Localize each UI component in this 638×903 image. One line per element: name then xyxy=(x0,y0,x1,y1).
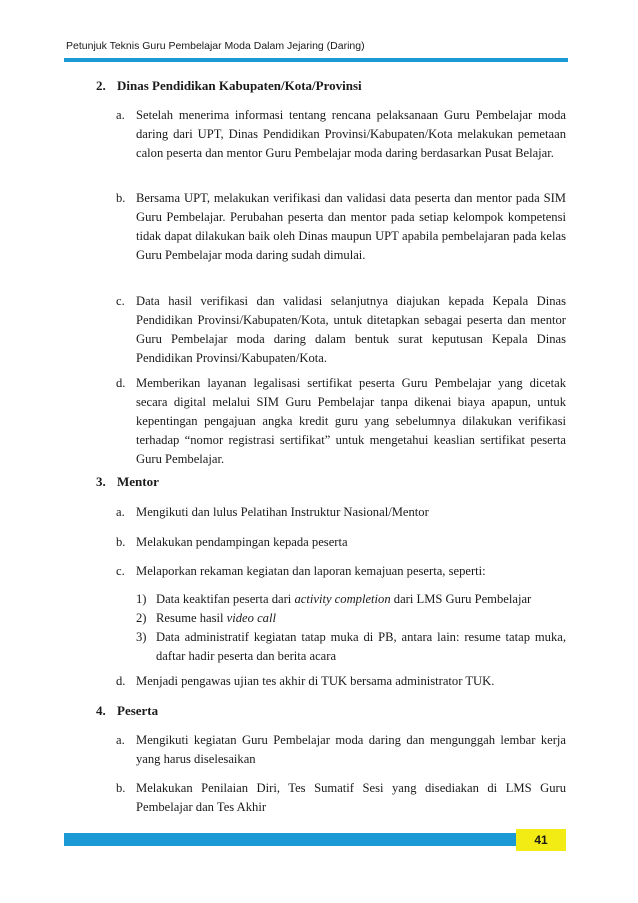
item-text: Setelah menerima informasi tentang rencana pelaksanaan Guru Pembelajar moda daring dari UPT, Dinas Pendidikan Provinsi/Kabupaten/Kota melakukan pemetaan calon peserta dan mentor Guru Pembelajar moda daring berdasarkan Pusat Belajar. xyxy=(136,108,566,160)
section-title: Mentor xyxy=(117,474,159,489)
list-item xyxy=(116,562,566,581)
footer-bar xyxy=(64,833,516,846)
item-marker: c. xyxy=(116,564,125,578)
item-text: Menjadi pengawas ujian tes akhir di TUK bersama administrator TUK. xyxy=(136,674,495,688)
item-marker: b. xyxy=(116,781,126,795)
item-text: Mengikuti kegiatan Guru Pembelajar moda daring dan mengunggah lembar kerja yang harus diselesaikan xyxy=(136,733,566,766)
header-divider xyxy=(64,58,568,62)
item-text: Melakukan Penilaian Diri, Tes Sumatif Sesi yang disediakan di LMS Guru Pembelajar dan Tes Akhir xyxy=(136,781,566,814)
list-item xyxy=(116,374,566,469)
list-item xyxy=(116,533,566,552)
subitem-marker: 1) xyxy=(136,592,147,606)
list-item xyxy=(116,292,566,368)
list-item xyxy=(116,672,566,691)
item-marker: b. xyxy=(116,535,126,549)
subitem-text: Data keaktifan peserta dari activity completion dari LMS Guru Pembelajar xyxy=(156,592,532,606)
item-marker: d. xyxy=(116,376,126,390)
section-heading xyxy=(96,78,362,94)
section-number: 2. xyxy=(96,78,106,93)
item-marker: a. xyxy=(116,108,125,122)
section-number: 3. xyxy=(96,474,106,489)
section-title: Dinas Pendidikan Kabupaten/Kota/Provinsi xyxy=(117,78,362,93)
section-heading xyxy=(96,703,158,719)
subitem-marker: 3) xyxy=(136,630,147,644)
item-marker: c. xyxy=(116,294,125,308)
item-text: Bersama UPT, melakukan verifikasi dan validasi data peserta dan mentor pada SIM Guru Pembelajar. Perubahan peserta dan mentor pada setiap kelompok kompetensi tidak dapat dilakukan baik oleh Dinas maupun UPT apabila pembelajaran pada kelas Guru Pembelajar moda daring sudah dimulai. xyxy=(136,191,566,262)
item-text: Melakukan pendampingan kepada peserta xyxy=(136,535,348,549)
item-text: Mengikuti dan lulus Pelatihan Instruktur Nasional/Mentor xyxy=(136,505,429,519)
list-item xyxy=(116,189,566,265)
section-heading xyxy=(96,474,159,490)
subitem-text: Resume hasil video call xyxy=(156,611,276,625)
item-marker: a. xyxy=(116,505,125,519)
item-marker: a. xyxy=(116,733,125,747)
subitem-marker: 2) xyxy=(136,611,147,625)
section-title: Peserta xyxy=(117,703,159,718)
list-item xyxy=(116,106,566,163)
item-marker: d. xyxy=(116,674,126,688)
item-text: Data hasil verifikasi dan validasi selanjutnya diajukan kepada Kepala Dinas Pendidikan Provinsi/Kabupaten/Kota, untuk ditetapkan sebagai peserta dan mentor Guru Pembelajar moda daring dalam bentuk surat keputusan Kepala Dinas Pendidikan Provinsi/Kabupaten/Kota. xyxy=(136,294,566,365)
section-number: 4. xyxy=(96,703,106,718)
list-item xyxy=(116,779,566,817)
item-text: Memberikan layanan legalisasi sertifikat peserta Guru Pembelajar yang dicetak secara digital melalui SIM Guru Pembelajar tanpa dikenai biaya apapun, untuk kepentingan pengajuan angka kredit guru yang sebelumnya dilakukan verifikasi terhadap “nomor registrasi sertifikat” untuk mengetahui keaslian sertifikat peserta Guru Pembelajar. xyxy=(136,376,566,466)
sub-list-item xyxy=(136,590,566,609)
sub-list-item xyxy=(136,609,566,628)
list-item xyxy=(116,731,566,769)
running-header: Petunjuk Teknis Guru Pembelajar Moda Dalam Jejaring (Daring) xyxy=(66,40,365,52)
item-text: Melaporkan rekaman kegiatan dan laporan kemajuan peserta, seperti: xyxy=(136,564,486,578)
list-item xyxy=(116,503,566,522)
item-marker: b. xyxy=(116,191,126,205)
page-number: 41 xyxy=(516,829,566,851)
sub-list-item xyxy=(136,628,566,666)
subitem-text: Data administratif kegiatan tatap muka di PB, antara lain: resume tatap muka, daftar hadir peserta dan berita acara xyxy=(156,630,566,663)
